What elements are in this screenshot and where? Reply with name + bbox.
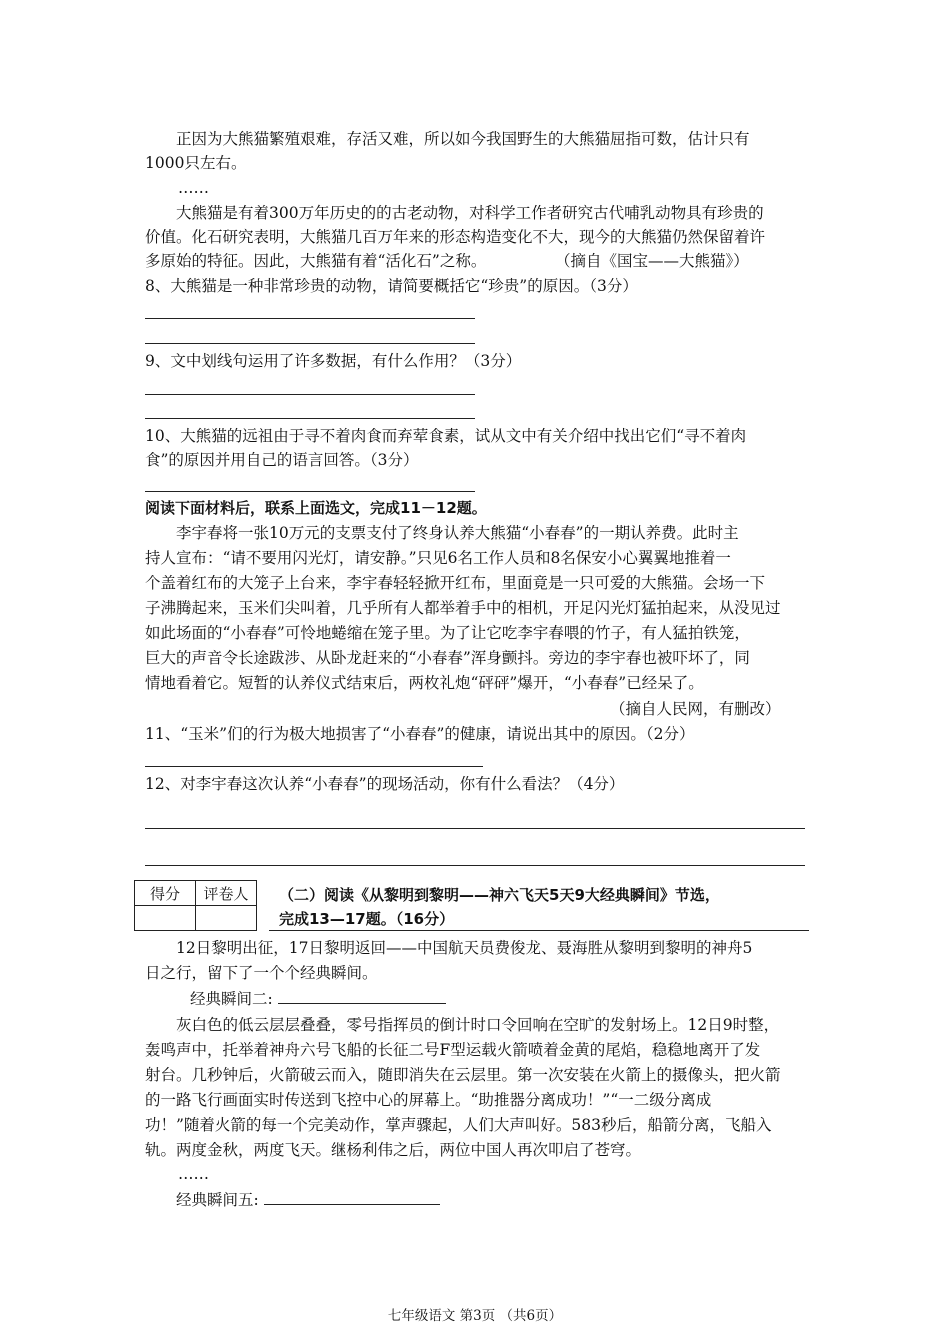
section2-body-line: 灰白色的低云层层叠叠，零号指挥员的倒计时口令回响在空旷的发射场上。12日9时整， bbox=[176, 1016, 780, 1034]
moment-2-label: 经典瞬间二: bbox=[190, 990, 273, 1008]
material-line: 个盖着红布的大笼子上台来，李宇春轻轻掀开红布，里面竟是一只可爱的大熊猫。会场一下 bbox=[145, 574, 766, 592]
answer-line-q9-1[interactable] bbox=[145, 394, 475, 395]
answer-line-q12-1[interactable] bbox=[145, 828, 805, 829]
score-cell[interactable] bbox=[135, 906, 196, 931]
question-10-line1: 10、大熊猫的远祖由于寻不着肉食而弃荤食素，试从文中有关介绍中找出它们“寻不着肉 bbox=[145, 427, 747, 445]
answer-line-q8-2[interactable] bbox=[145, 343, 475, 344]
grader-cell[interactable] bbox=[196, 906, 257, 931]
section2-title-line1: （二）阅读《从黎明到黎明——神六飞天5天9大经典瞬间》节选， bbox=[279, 886, 720, 904]
question-12: 12、对李宇春这次认养“小春春”的现场活动，你有什么看法？（4分） bbox=[145, 775, 625, 793]
answer-line-q9-2[interactable] bbox=[145, 418, 475, 419]
answer-line-q8-1[interactable] bbox=[145, 318, 475, 319]
section2-ellipsis: …… bbox=[178, 1165, 209, 1183]
material-line: 持人宣布：“请不要用闪光灯，请安静。”只见6名工作人员和8名保安小心翼翼地推着一 bbox=[145, 549, 731, 567]
moment-5-label: 经典瞬间五: bbox=[176, 1191, 259, 1209]
material-line: 如此场面的“小春春”可怜地蜷缩在笼子里。为了让它吃李宇春喂的竹子，有人猛拍铁笼， bbox=[145, 624, 750, 642]
score-box bbox=[134, 880, 257, 931]
material-source: （摘自人民网，有删改） bbox=[610, 700, 781, 718]
answer-line-q11[interactable] bbox=[145, 766, 483, 767]
section2-body-line: 射台。几秒钟后，火箭破云而入，随即消失在云层里。第一次安装在火箭上的摄像头，把火箭 bbox=[145, 1066, 781, 1084]
page-footer: 七年级语文 第3页 （共6页） bbox=[387, 1308, 563, 1324]
section2-intro-line2: 日之行，留下了一个个经典瞬间。 bbox=[145, 964, 378, 982]
score-label: 得分 bbox=[135, 881, 196, 906]
moment-5-blank[interactable] bbox=[264, 1188, 440, 1205]
section2-body-line: 功！”随着火箭的每一个完美动作，掌声骤起，人们大声叫好。583秒后，船箭分离，飞船入 bbox=[145, 1116, 772, 1134]
material-line: 巨大的声音令长途跋涉、从卧龙赶来的“小春春”浑身颤抖。旁边的李宇春也被吓坏了，同 bbox=[145, 649, 750, 667]
section2-body-line: 轰鸣声中，托举着神舟六号飞船的长征二号F型运载火箭喷着金黄的尾焰，稳稳地离开了发 bbox=[145, 1041, 761, 1059]
question-8: 8、大熊猫是一种非常珍贵的动物，请简要概括它“珍贵”的原因。（3分） bbox=[145, 277, 638, 295]
passage-p2-line2: 价值。化石研究表明，大熊猫几百万年来的形态构造变化不大，现今的大熊猫仍然保留着许 bbox=[145, 228, 766, 246]
question-9: 9、文中划线句运用了许多数据，有什么作用？（3分） bbox=[145, 352, 522, 370]
section2-body-line: 轨。两度金秋，两度飞天。继杨利伟之后，两位中国人再次叩启了苍穹。 bbox=[145, 1141, 642, 1159]
material-line: 李宇春将一张10万元的支票支付了终身认养大熊猫“小春春”的一期认养费。此时主 bbox=[176, 524, 739, 542]
answer-line-q10[interactable] bbox=[145, 491, 475, 492]
passage-p2-line1: 大熊猫是有着300万年历史的的古老动物，对科学工作者研究古代哺乳动物具有珍贵的 bbox=[176, 204, 764, 222]
section2-title-line2: 完成13—17题。（16分） bbox=[279, 910, 455, 928]
moment-2-row bbox=[190, 987, 446, 1010]
passage-p1-line1: 正因为大熊猫繁殖艰难，存活又难，所以如今我国野生的大熊猫屈指可数，估计只有 bbox=[176, 130, 750, 148]
material-line: 子沸腾起来，玉米们尖叫着，几乎所有人都举着手中的相机，开足闪光灯猛拍起来，从没见过 bbox=[145, 599, 781, 617]
material-line: 情地看着它。短暂的认养仪式结束后，两枚礼炮“砰砰”爆开，“小春春”已经呆了。 bbox=[145, 674, 704, 692]
ellipsis: …… bbox=[178, 179, 209, 197]
grader-label: 评卷人 bbox=[196, 881, 257, 906]
section2-intro-line1: 12日黎明出征，17日黎明返回——中国航天员费俊龙、聂海胜从黎明到黎明的神舟5 bbox=[176, 939, 753, 957]
instruction-11-12: 阅读下面材料后，联系上面选文，完成11－12题。 bbox=[145, 499, 487, 517]
passage-p1-line2: 1000只左右。 bbox=[145, 154, 247, 172]
passage-p2-line3: 多原始的特征。因此，大熊猫有着“活化石”之称。 bbox=[145, 252, 487, 270]
question-10-line2: 食”的原因并用自己的语言回答。（3分） bbox=[145, 451, 419, 469]
moment-2-blank[interactable] bbox=[278, 987, 446, 1004]
question-11: 11、“玉米”们的行为极大地损害了“小春春”的健康，请说出其中的原因。（2分） bbox=[145, 725, 695, 743]
moment-5-row bbox=[176, 1188, 440, 1211]
passage-source: （摘自《国宝——大熊猫》） bbox=[555, 252, 749, 270]
answer-line-q12-2[interactable] bbox=[145, 865, 805, 866]
section2-body-line: 的一路飞行画面实时传送到飞控中心的屏幕上。“助推器分离成功！”“一二级分离成 bbox=[145, 1091, 712, 1109]
section-divider bbox=[269, 930, 809, 931]
